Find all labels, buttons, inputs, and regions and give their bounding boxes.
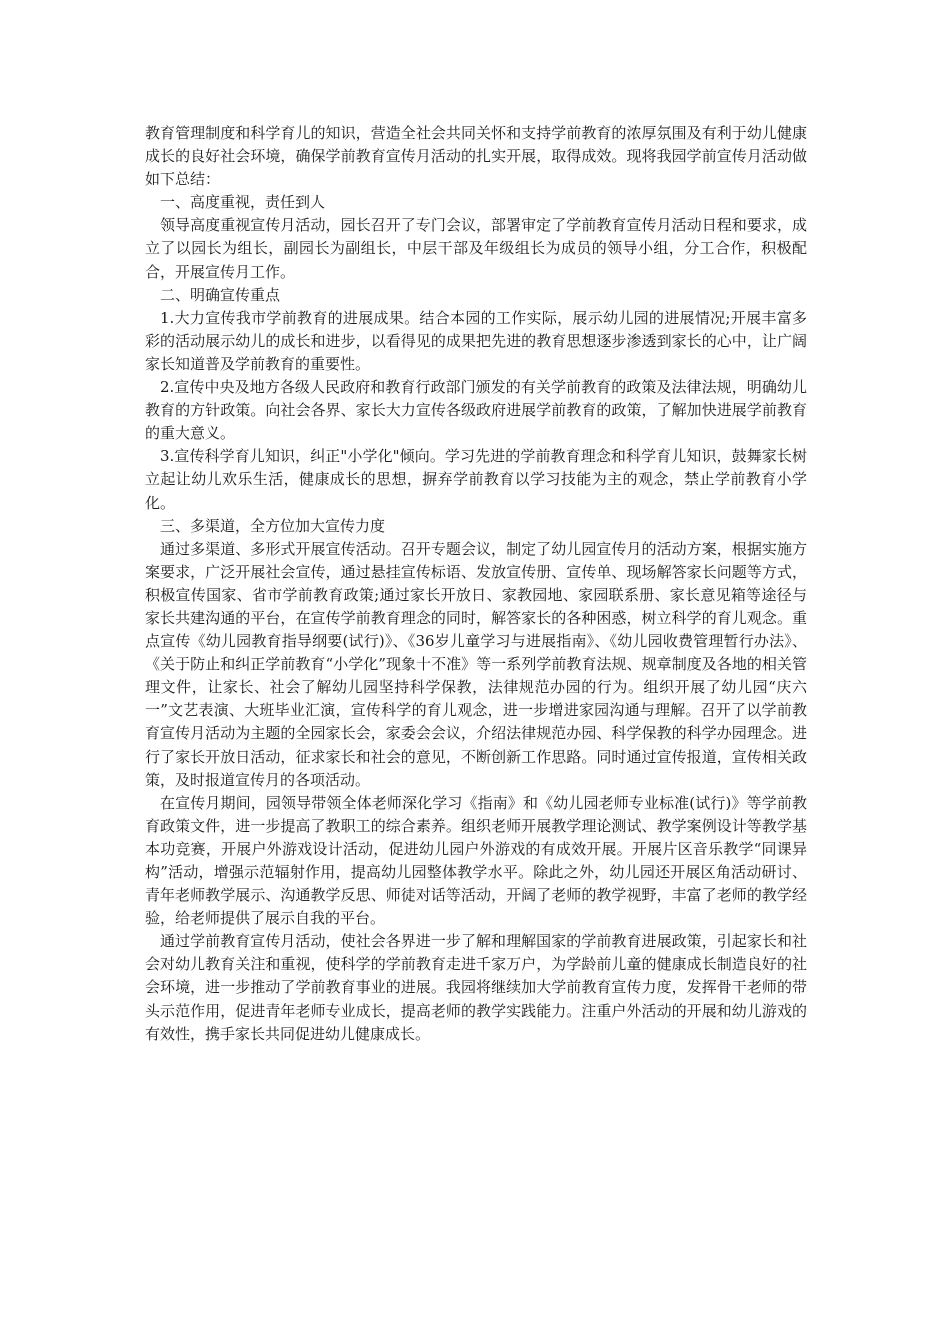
section-heading-3: 三、多渠道，全方位加大宣传力度 [160, 516, 386, 535]
paragraph-channels: 通过多渠道、多形式开展宣传活动。召开专题会议，制定了幼儿园宣传月的活动方案，根据实施方案要求，广泛开展社会宣传，通过悬挂宣传标语、发放宣传册、宣传单、现场解答家长问题等方式，积极宣传国家、省市学前教育政策;通过家长开放日、家教园地、家园联系册、家长意见箱等途径与家长共建沟通的平台，在宣传学前教育理念的同时，解答家长的各种困惑，树立科学的育儿观念。重点宣传《幼儿园教育指导纲要(试行)》、《36岁儿童学习与进展指南》、《幼儿园收费管理暂行办法》、《关于防止和纠正学前教育“小学化”现象十不准》等一系列学前教育法规、规章制度及各地的相关管理文件，让家长、社会了解幼儿园坚持科学保教，法律规范办园的行为。组织开展了幼儿园“庆六一”文艺表演、大班毕业汇演，宣传科学的育儿观念，进一步增进家园沟通与理解。召开了以学前教育宣传月活动为主题的全园家长会，家委会会议，介绍法律规范办园、科学保教的科学办园理念。进行了家长开放日活动，征求家长和社会的意见，不断创新工作思路。同时通过宣传报道，宣传相关政策，及时报道宣传月的各项活动。 [145, 539, 807, 789]
paragraph-leadership: 领导高度重视宣传月活动，园长召开了专门会议，部署审定了学前教育宣传月活动日程和要求，成立了以园长为组长，副园长为副组长，中层干部及年级组长为成员的领导小组，分工合作，积极配合，开展宣传月工作。 [145, 216, 807, 281]
paragraph-intro: 教育管理制度和科学育儿的知识，营造全社会共同关怀和支持学前教育的浓厚氛围及有利于幼儿健康成长的良好社会环境，确保学前教育宣传月活动的扎实开展，取得成效。现将我园学前宣传月活动做如下总结： [145, 124, 807, 189]
paragraph-point-1: 1.大力宣传我市学前教育的进展成果。结合本园的工作实际，展示幼儿园的进展情况;开展丰富多彩的活动展示幼儿的成长和进步，以看得见的成果把先进的教育思想逐步渗透到家长的心中，让广阔家长知道普及学前教育的重要性。 [145, 308, 807, 373]
paragraph-point-3: 3.宣传科学育儿知识，纠正"小学化"倾向。学习先进的学前教育理念和科学育儿知识，鼓舞家长树立起让幼儿欢乐生活，健康成长的思想，摒弃学前教育以学习技能为主的观念，禁止学前教育小学化。 [145, 447, 807, 512]
section-heading-1: 一、高度重视，责任到人 [160, 193, 326, 212]
paragraph-point-2: 2.宣传中央及地方各级人民政府和教育行政部门颁发的有关学前教育的政策及法律法规，明确幼儿教育的方针政策。向社会各界、家长大力宣传各级政府进展学前教育的政策，了解加快进展学前教育的重大意义。 [145, 378, 807, 443]
paragraph-conclusion: 通过学前教育宣传月活动，使社会各界进一步了解和理解国家的学前教育进展政策，引起家长和社会对幼儿教育关注和重视，使科学的学前教育走进千家万户，为学龄前儿童的健康成长制造良好的社会环境，进一步推动了学前教育事业的进展。我园将继续加大学前教育宣传力度，发挥骨干老师的带头示范作用，促进青年老师专业成长，提高老师的教学实践能力。注重户外活动的开展和幼儿游戏的有效性，携手家长共同促进幼儿健康成长。 [145, 932, 807, 1043]
document-body [145, 122, 807, 1046]
paragraph-teachers: 在宣传月期间，园领导带领全体老师深化学习《指南》和《幼儿园老师专业标准(试行)》等学前教育政策文件，进一步提高了教职工的综合素养。组织老师开展教学理论测试、教学案例设计等教学基本功竞赛，开展户外游戏设计活动，促进幼儿园户外游戏的有成效开展。开展片区音乐教学“同课异构”活动，增强示范辐射作用，提高幼儿园整体教学水平。除此之外，幼儿园还开展区角活动研讨、青年老师教学展示、沟通教学反思、师徒对话等活动，开阔了老师的教学视野，丰富了老师的教学经验，给老师提供了展示自我的平台。 [145, 793, 807, 928]
section-heading-2: 二、明确宣传重点 [160, 285, 281, 304]
